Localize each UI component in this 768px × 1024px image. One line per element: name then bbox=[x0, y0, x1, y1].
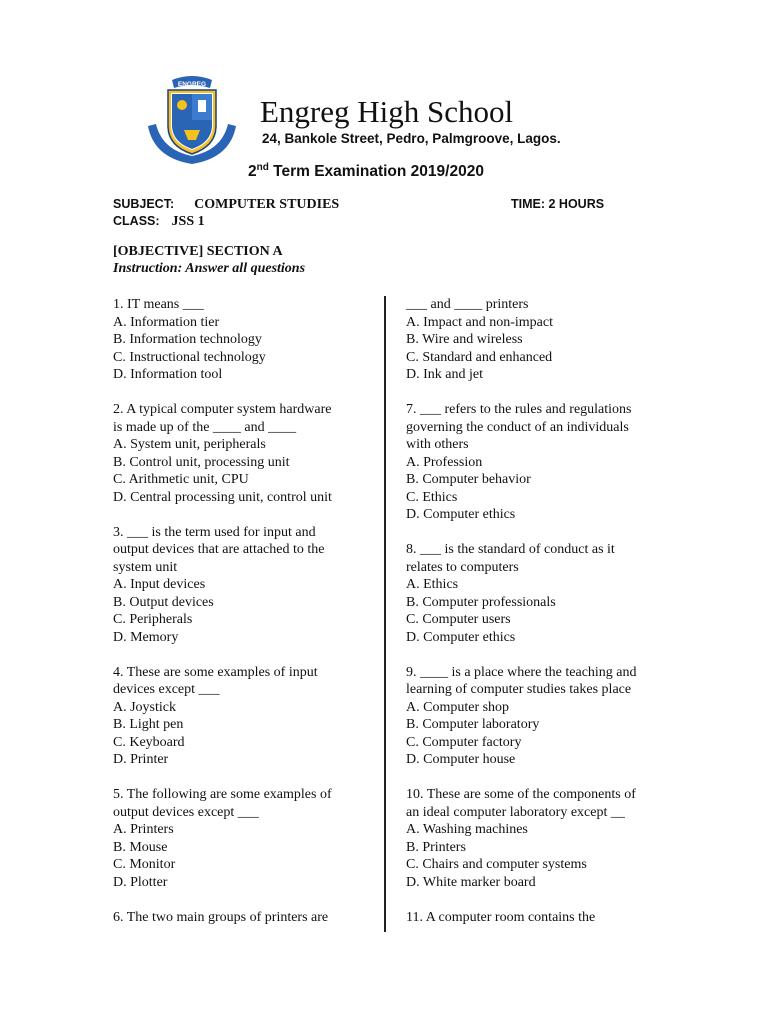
class-label: CLASS: bbox=[113, 214, 160, 228]
answer-option: B. Wire and wireless bbox=[406, 332, 523, 347]
questions-right-column bbox=[406, 296, 668, 944]
answer-option: A. Ethics bbox=[406, 577, 459, 592]
questions-left-column bbox=[113, 296, 381, 944]
answer-option: B. Control unit, processing unit bbox=[113, 454, 290, 470]
question-text-line: 2. A typical computer system hardware bbox=[113, 402, 332, 417]
question-block bbox=[406, 296, 668, 384]
answer-option: C. Monitor bbox=[113, 857, 176, 872]
answer-option: D. Memory bbox=[113, 629, 179, 645]
question-text-line: 1. IT means ___ bbox=[113, 297, 204, 312]
answer-option: D. Plotter bbox=[113, 874, 168, 890]
school-crest-logo bbox=[144, 74, 240, 166]
question-text-line: output devices except ___ bbox=[113, 804, 259, 820]
question-block bbox=[406, 909, 668, 927]
answer-option: C. Keyboard bbox=[113, 734, 185, 750]
answer-option: A. Printers bbox=[113, 822, 174, 837]
answer-option: C. Arithmetic unit, CPU bbox=[113, 472, 249, 487]
question-text-line: 6. The two main groups of printers are bbox=[113, 909, 329, 925]
crest-text: ENGREG bbox=[177, 81, 207, 88]
answer-option: C. Standard and enhanced bbox=[406, 349, 553, 365]
section-instruction: Instruction: Answer all questions bbox=[113, 261, 306, 276]
question-text-line: ___ and ____ printers bbox=[406, 297, 529, 312]
time-line bbox=[511, 196, 604, 213]
answer-option: D. White marker board bbox=[406, 874, 536, 890]
question-block bbox=[406, 664, 668, 769]
answer-option: C. Chairs and computer systems bbox=[406, 857, 587, 872]
question-block bbox=[113, 909, 381, 927]
question-text-line: is made up of the ____ and ____ bbox=[113, 419, 297, 435]
question-text-line: 10. These are some of the components of bbox=[406, 787, 636, 802]
answer-option: A. Washing machines bbox=[406, 822, 528, 837]
answer-option: A. System unit, peripherals bbox=[113, 437, 266, 452]
answer-option: B. Light pen bbox=[113, 717, 184, 732]
question-text-line: 5. The following are some examples of bbox=[113, 787, 332, 802]
answer-option: B. Computer professionals bbox=[406, 594, 556, 610]
answer-option: A. Computer shop bbox=[406, 699, 510, 715]
exam-title-text: Term Examination 2019/2020 bbox=[268, 163, 484, 181]
question-block bbox=[406, 786, 668, 891]
question-block bbox=[113, 401, 381, 506]
question-text-line: learning of computer studies takes place bbox=[406, 682, 632, 697]
question-text-line: 9. ____ is a place where the teaching and bbox=[406, 664, 637, 680]
school-name: Engreg High School bbox=[260, 94, 514, 129]
question-text-line: with others bbox=[406, 437, 469, 452]
answer-option: A. Impact and non-impact bbox=[406, 314, 553, 330]
question-block bbox=[113, 786, 381, 891]
answer-option: A. Information tier bbox=[113, 314, 220, 330]
answer-option: D. Ink and jet bbox=[406, 367, 483, 382]
question-block bbox=[113, 664, 381, 769]
time-label: TIME: 2 HOURS bbox=[511, 197, 605, 211]
school-address: 24, Bankole Street, Pedro, Palmgroove, Lagos. bbox=[262, 131, 561, 146]
answer-option: A. Input devices bbox=[113, 577, 206, 592]
answer-option: D. Central processing unit, control unit bbox=[113, 489, 332, 505]
answer-option: C. Ethics bbox=[406, 489, 458, 505]
question-text-line: 11. A computer room contains the bbox=[406, 909, 596, 925]
answer-option: C. Computer users bbox=[406, 612, 511, 627]
answer-option: A. Joystick bbox=[113, 699, 176, 715]
class-value: JSS 1 bbox=[171, 214, 205, 229]
answer-option: D. Computer ethics bbox=[406, 629, 516, 645]
question-block bbox=[113, 296, 381, 384]
question-text-line: output devices that are attached to the bbox=[113, 542, 325, 557]
answer-option: C. Computer factory bbox=[406, 734, 522, 750]
exam-ordinal-suffix: nd bbox=[256, 162, 269, 173]
answer-option: B. Printers bbox=[406, 839, 466, 855]
question-text-line: relates to computers bbox=[406, 559, 519, 575]
exam-title bbox=[248, 162, 484, 181]
question-text-line: devices except ___ bbox=[113, 682, 220, 697]
answer-option: D. Information tool bbox=[113, 367, 223, 382]
answer-option: C. Instructional technology bbox=[113, 349, 266, 365]
answer-option: D. Computer ethics bbox=[406, 507, 516, 522]
class-line bbox=[113, 213, 205, 230]
answer-option: B. Computer behavior bbox=[406, 472, 531, 487]
answer-option: B. Output devices bbox=[113, 594, 214, 610]
answer-option: D. Printer bbox=[113, 752, 169, 767]
section-title: [OBJECTIVE] SECTION A bbox=[113, 244, 283, 259]
question-block bbox=[113, 524, 381, 647]
question-text-line: governing the conduct of an individuals bbox=[406, 419, 629, 435]
answer-option: A. Profession bbox=[406, 454, 483, 470]
answer-option: B. Mouse bbox=[113, 839, 168, 855]
subject-value: COMPUTER STUDIES bbox=[194, 197, 340, 212]
question-text-line: 8. ___ is the standard of conduct as it bbox=[406, 542, 615, 557]
question-text-line: 4. These are some examples of input bbox=[113, 664, 318, 680]
subject-line bbox=[113, 196, 339, 213]
answer-option: D. Computer house bbox=[406, 752, 516, 767]
question-text-line: system unit bbox=[113, 559, 178, 575]
question-block bbox=[406, 541, 668, 646]
exam-ordinal: 2 bbox=[248, 163, 257, 181]
answer-option: C. Peripherals bbox=[113, 612, 193, 627]
question-text-line: an ideal computer laboratory except __ bbox=[406, 804, 625, 820]
question-text-line: 7. ___ refers to the rules and regulations bbox=[406, 402, 632, 417]
subject-label: SUBJECT: bbox=[113, 197, 175, 211]
answer-option: B. Information technology bbox=[113, 332, 262, 347]
answer-option: B. Computer laboratory bbox=[406, 717, 540, 732]
question-block bbox=[406, 401, 668, 524]
question-text-line: 3. ___ is the term used for input and bbox=[113, 524, 316, 540]
column-divider bbox=[384, 296, 386, 932]
